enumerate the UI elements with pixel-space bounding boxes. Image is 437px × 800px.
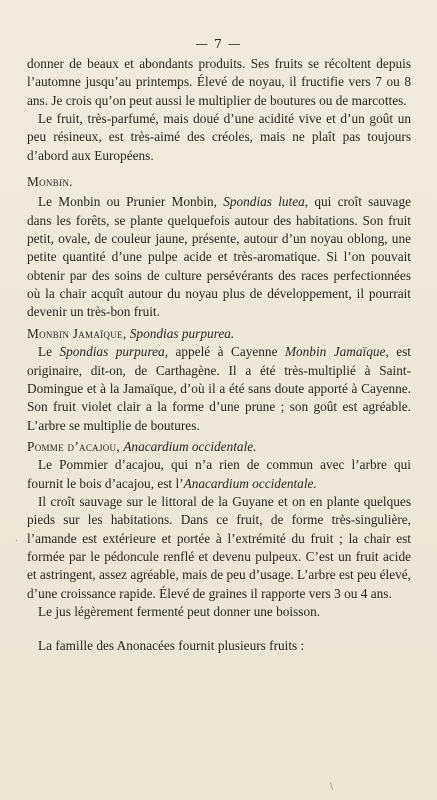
page-number: — 7 — (195, 36, 242, 51)
paragraph-fruit-flavor: Le fruit, très-parfumé, mais doué d’une acidité vive et d’un goût un peu résineux, est très-aimé des créoles, mais ne plaît pas toujours d’abord aux Européens. (27, 111, 411, 163)
margin-speck: . (15, 534, 18, 544)
body-text (27, 55, 411, 656)
species-name: Spondias lutea (223, 194, 305, 210)
section-heading-pomme-acajou: Pomme d’acajou, Anacardium occidentale. (27, 438, 257, 454)
paragraph-anonacees: La famille des Anonacées fournit plusieurs fruits : (38, 638, 305, 654)
paragraph-acajou-description: Il croît sauvage sur le littoral de la Guyane et on en plante quelques pieds sur les habitations. Dans ce fruit, de forme très-singulière, l’amande est extérieure et portée à l’extrémité du fruit ; la chair est formée par le pédoncule renflé et devenu pulpeux. C’est un fruit acide et astringent, assez agréable, mais de peu d’usage. L’arbre est peu élevé, d’une croissance rapide. Élevé de graines il rapporte vers 3 ou 4 ans. (27, 493, 411, 601)
section-heading-monbin-jamaique: Monbin Jamaïque, Spondias purpurea. (27, 325, 235, 341)
species-name: Anacardium occidentale. (123, 438, 257, 454)
section-heading-monbin: Monbin. (27, 174, 73, 190)
species-name: Spondias purpurea, (59, 344, 169, 360)
margin-speck: \ (330, 782, 334, 792)
paragraph-pommier-acajou: Le Pommier d’acajou, qui n’a rien de commun avec l’arbre qui fournit le bois d’acajou, est l’Anacardium occidentale. (27, 457, 411, 491)
species-name: Spondias purpurea. (129, 325, 235, 341)
paragraph-continued: donner de beaux et abondants produits. Ses fruits se récoltent depuis l’automne jusqu’au printemps. Élevé de noyau, il fructifie vers 7 ou 8 ans. Je crois qu’on peut aussi le multiplier de boutures ou de marcottes. (27, 56, 411, 108)
paragraph-monbin: Le Monbin ou Prunier Monbin, Spondias lutea, qui croît sauvage dans les forêts, se plante quelquefois autour des habitations. Son fruit petit, ovale, de couleur jaune, présente, autour d’un noyau oblong, une petite quantité d’une pulpe acide et très-aromatique. Si l’on pouvait obtenir par des soins de culture persévérants des races perfectionnées où la chair acquît autour du noyau plus de développement, il pourrait devenir un très-bon fruit. (27, 194, 412, 320)
paragraph-acajou-juice: Le jus légèrement fermenté peut donner une boisson. (38, 603, 321, 619)
species-name: Anacardium occidentale. (183, 475, 317, 491)
paragraph-monbin-jamaique: Le Spondias purpurea, appelé à Cayenne Monbin Jamaïque, est originaire, dit-on, de Carthagène. Il a été très-multiplié à Saint-Domingue et à la Jamaïque, d’où il a été sans doute apporté à Cayenne. Son fruit violet clair a la forme d’une prune ; son goût est agréable. L’arbre se multiplie de boutures. (27, 344, 411, 433)
local-name: Monbin Jamaïque (284, 344, 386, 360)
